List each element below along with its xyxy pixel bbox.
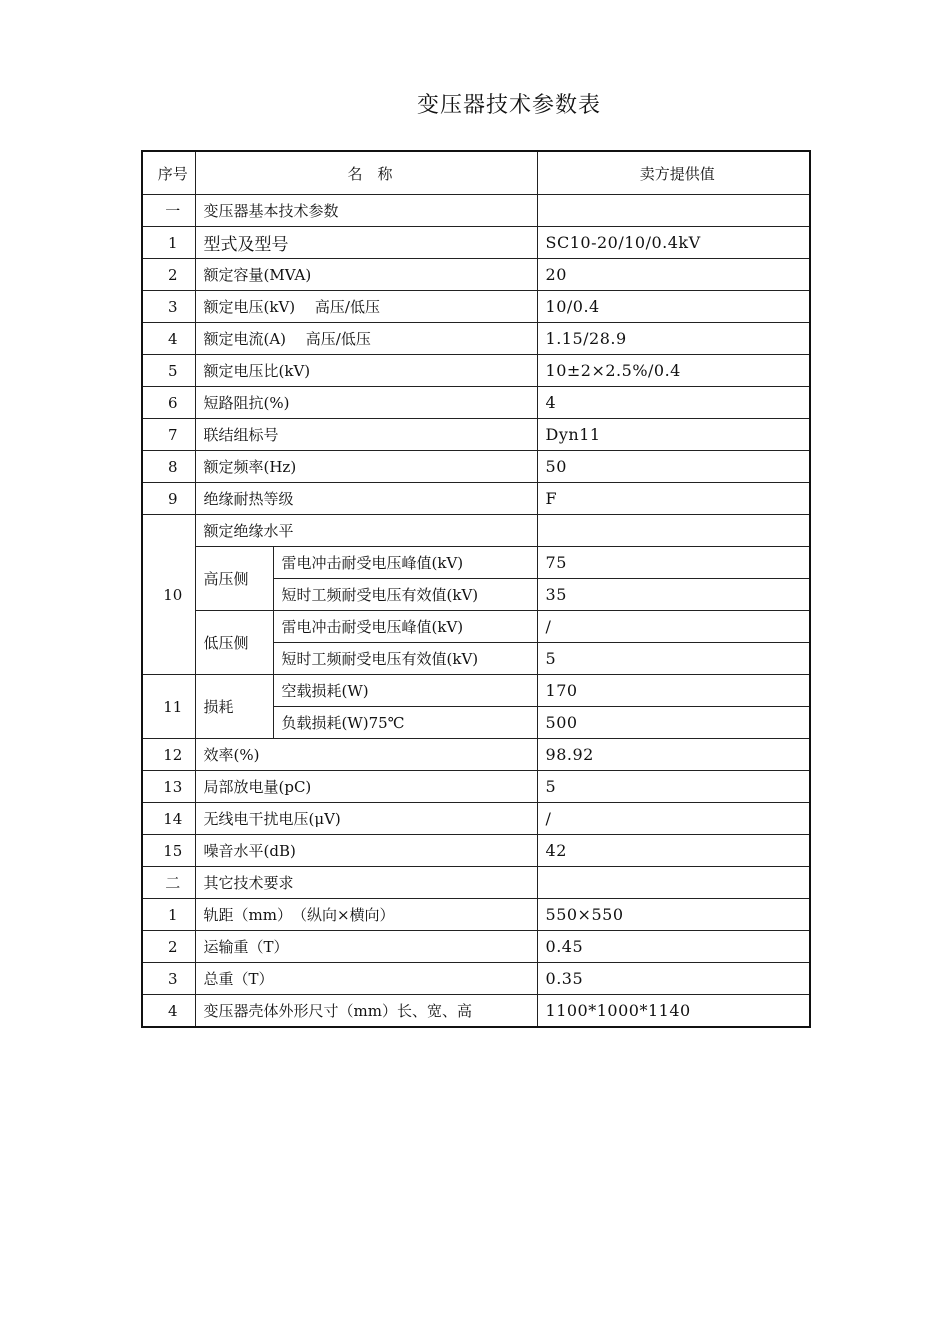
row-name: 局部放电量(pC) [195,771,537,803]
row-value [537,867,810,899]
table-row [142,899,810,931]
row-name: 效率(%) [195,739,537,771]
row-name: 额定绝缘水平 [195,515,537,547]
row-name: 型式及型号 [195,227,537,259]
row-name: 总重（T） [195,963,537,995]
row-value: 1.15/28.9 [537,323,810,355]
table-row [142,611,810,643]
row-value: 0.35 [537,963,810,995]
table-row [142,963,810,995]
row-value [537,515,810,547]
row-name: 绝缘耐热等级 [195,483,537,515]
row-name: 额定频率(Hz) [195,451,537,483]
row-no: 1 [142,899,195,931]
row-no: 2 [142,931,195,963]
row-no: 二 [142,867,195,899]
row-name: 空载损耗(W) [273,675,537,707]
row-name: 额定电压(kV) 高压/低压 [195,291,537,323]
section-row-other [142,867,810,899]
row-value: 0.45 [537,931,810,963]
table-row [142,771,810,803]
row-no: 6 [142,387,195,419]
table-row [142,419,810,451]
row-no: 一 [142,195,195,227]
row-name: 其它技术要求 [195,867,537,899]
table-header-row [142,151,810,195]
table-row [142,323,810,355]
row-value [537,195,810,227]
row-no: 3 [142,963,195,995]
row-no: 10 [142,515,195,675]
row-no: 2 [142,259,195,291]
row-no: 3 [142,291,195,323]
row-name: 额定容量(MVA) [195,259,537,291]
row-no: 5 [142,355,195,387]
row-name: 额定电压比(kV) [195,355,537,387]
row-name: 短时工频耐受电压有效值(kV) [273,643,537,675]
row-value: 75 [537,547,810,579]
row-name: 负载损耗(W)75℃ [273,707,537,739]
row-name: 短时工频耐受电压有效值(kV) [273,579,537,611]
row-no: 8 [142,451,195,483]
table-row [142,387,810,419]
lv-side-label: 低压侧 [195,611,273,675]
row-name: 短路阻抗(%) [195,387,537,419]
row-value: / [537,803,810,835]
row-no: 11 [142,675,195,739]
row-no: 14 [142,803,195,835]
table-row [142,739,810,771]
row-value: Dyn11 [537,419,810,451]
table-row [142,931,810,963]
row-value: 500 [537,707,810,739]
table-row [142,835,810,867]
row-value: 4 [537,387,810,419]
table-row [142,227,810,259]
row-value: 5 [537,771,810,803]
row-value: 42 [537,835,810,867]
row-value: 35 [537,579,810,611]
row-value: 170 [537,675,810,707]
row-no: 12 [142,739,195,771]
row-name: 雷电冲击耐受电压峰值(kV) [273,547,537,579]
row-no: 13 [142,771,195,803]
table-row [142,547,810,579]
row-no: 1 [142,227,195,259]
table-row [142,291,810,323]
row-name: 变压器壳体外形尺寸（mm）长、宽、高 [195,995,537,1028]
row-no: 7 [142,419,195,451]
row-value: SC10-20/10/0.4kV [537,227,810,259]
row-name: 噪音水平(dB) [195,835,537,867]
row-no: 9 [142,483,195,515]
row-value: 20 [537,259,810,291]
table-row [142,355,810,387]
table-row [142,803,810,835]
row-name: 轨距（mm） （纵向×横向） [195,899,537,931]
table-row [142,451,810,483]
row-value: 10/0.4 [537,291,810,323]
row-name: 额定电流(A) 高压/低压 [195,323,537,355]
table-row [142,995,810,1028]
spec-table [141,150,811,1028]
row-value: 5 [537,643,810,675]
row-no: 15 [142,835,195,867]
hv-side-label: 高压侧 [195,547,273,611]
loss-label: 损耗 [195,675,273,739]
row-value: 98.92 [537,739,810,771]
row-value: F [537,483,810,515]
row-name: 无线电干扰电压(μV) [195,803,537,835]
row-value: 550×550 [537,899,810,931]
table-row [142,483,810,515]
row-value: 50 [537,451,810,483]
row-value: 1100*1000*1140 [537,995,810,1028]
document-title: 变压器技术参数表 [416,93,601,118]
table-row [142,515,810,547]
header-no: 序号 [142,151,195,195]
header-name: 名 称 [195,151,537,195]
row-name: 雷电冲击耐受电压峰值(kV) [273,611,537,643]
row-name: 变压器基本技术参数 [195,195,537,227]
header-value: 卖方提供值 [537,151,810,195]
row-no: 4 [142,323,195,355]
table-row [142,675,810,707]
row-value: 10±2×2.5%/0.4 [537,355,810,387]
row-name: 运输重（T） [195,931,537,963]
row-value: / [537,611,810,643]
row-no: 4 [142,995,195,1028]
section-row-basic [142,195,810,227]
table-row [142,259,810,291]
row-name: 联结组标号 [195,419,537,451]
